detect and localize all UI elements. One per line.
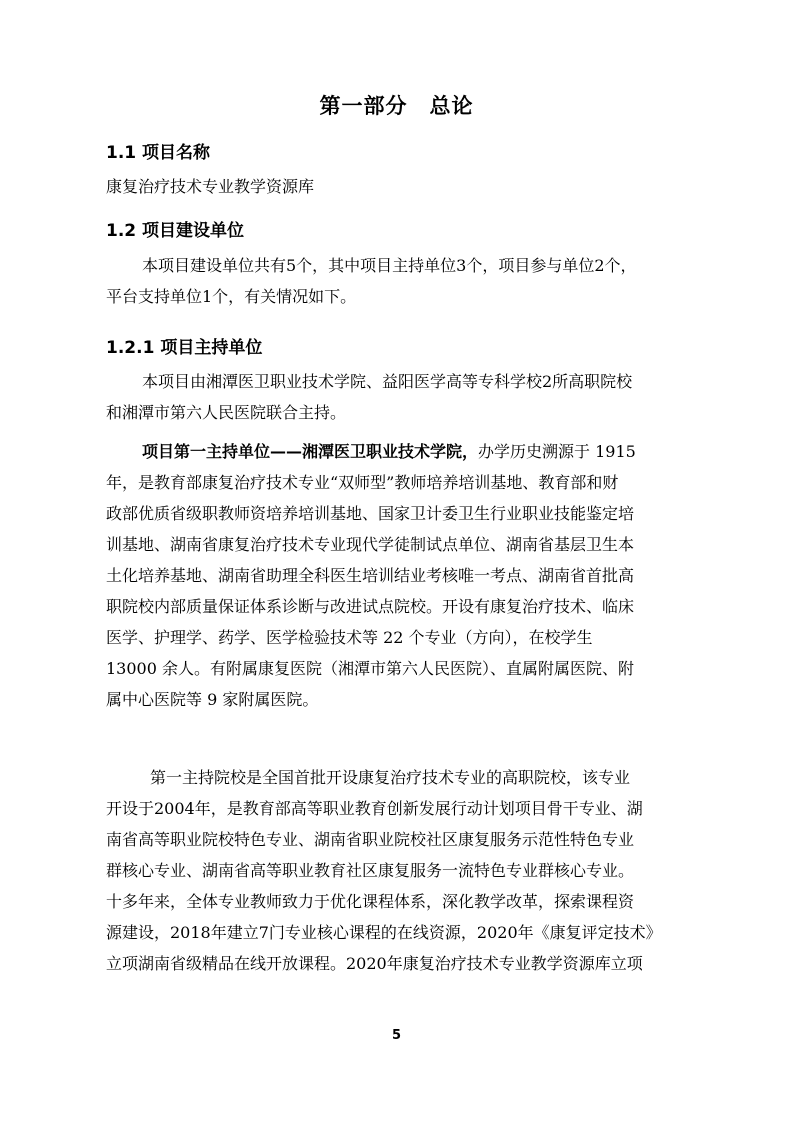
school-line: 十多年来，全体专业教师致力于优化课程体系，深化教学改革，探索课程资: [106, 892, 635, 911]
first-host-line: 医学、护理学、药学、医学检验技术等 22 个专业（方向），在校学生: [106, 628, 593, 647]
units-paragraph: [106, 250, 698, 312]
host-paragraph: [106, 366, 698, 428]
school-line: 立项湖南省级精品在线开放课程。2020年康复治疗技术专业教学资源库立项: [106, 954, 643, 973]
first-host-line: 职院校内部质量保证体系诊断与改进试点院校。开设有康复治疗技术、临床: [106, 597, 635, 616]
heading-1-2: 1.2 项目建设单位: [106, 221, 245, 241]
school-line: 开设于2004年，是教育部高等职业教育创新发展行动计划项目骨干专业、湖: [106, 799, 643, 818]
part-title: 第一部分 总论: [319, 94, 474, 118]
page-number: 5: [391, 1028, 402, 1043]
school-line: 南省高等职业院校特色专业、湖南省职业院校社区康复服务示范性特色专业: [106, 830, 635, 849]
project-name: [106, 171, 698, 202]
first-host-line: 年，是教育部康复治疗技术专业“双师型”教师培养培训基地、教育部和财: [106, 473, 619, 492]
project-name-text: 康复治疗技术专业教学资源库: [106, 177, 315, 196]
first-host-line: 属中心医院等 9 家附属医院。: [106, 690, 319, 709]
first-host-line: 土化培养基地、湖南省助理全科医生培训结业考核唯一考点、湖南省首批高: [106, 566, 635, 585]
units-line: 平台支持单位1个，有关情况如下。: [106, 287, 357, 306]
first-host-line: 13000 余人。有附属康复医院（湘潭市第六人民医院）、直属附属医院、附: [106, 659, 634, 678]
school-line: 第一主持院校是全国首批开设康复治疗技术专业的高职院校，该专业: [150, 768, 631, 787]
school-line: 群核心专业、湖南省高等职业教育社区康复服务一流特色专业群核心专业。: [106, 861, 635, 880]
host-line: 和湘潭市第六人民医院联合主持。: [106, 403, 347, 422]
first-host-label: 项目第一主持单位——湘潭医卫职业技术学院，: [142, 442, 479, 461]
first-host-line: 训基地、湖南省康复治疗技术专业现代学徒制试点单位、湖南省基层卫生本: [106, 535, 635, 554]
heading-1-2-1: 1.2.1 项目主持单位: [106, 338, 263, 358]
school-paragraph: [106, 762, 698, 979]
heading-1-1: 1.1 项目名称: [106, 143, 211, 163]
first-host-line-rest: 办学历史溯源于 1915: [478, 442, 636, 461]
first-host-paragraph: [106, 436, 698, 715]
units-line: 本项目建设单位共有5个，其中项目主持单位3个，项目参与单位2个，: [142, 256, 637, 275]
school-line: 源建设，2018年建立7门专业核心课程的在线资源，2020年《康复评定技术》: [106, 923, 662, 942]
host-line: 本项目由湘潭医卫职业技术学院、益阳医学高等专科学校2所高职院校: [142, 372, 633, 391]
first-host-line: 政部优质省级职教师资培养培训基地、国家卫计委卫生行业职业技能鉴定培: [106, 504, 635, 523]
